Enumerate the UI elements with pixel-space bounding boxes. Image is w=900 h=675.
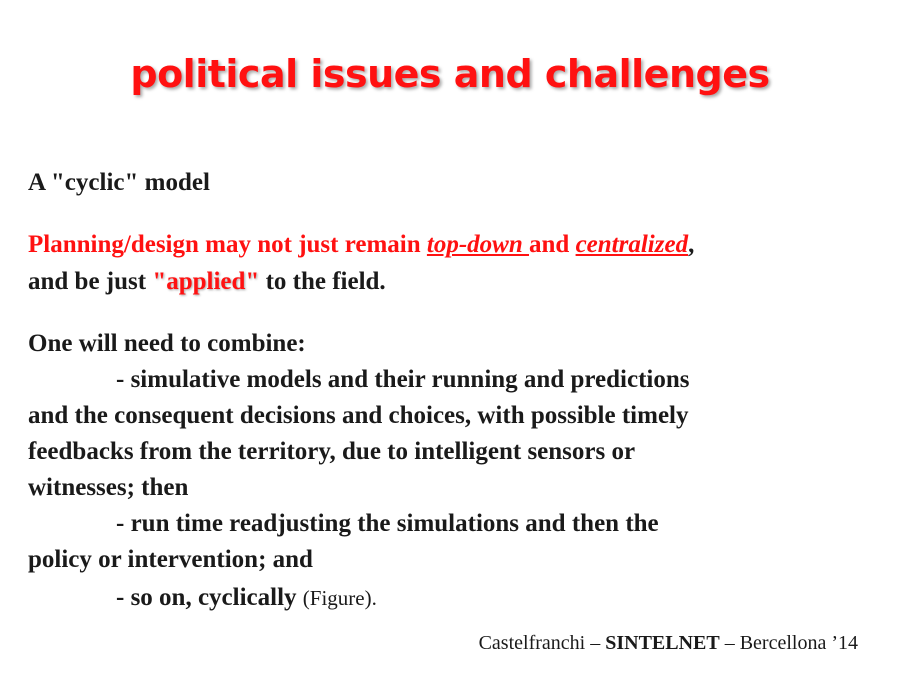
centralized-text: centralized <box>575 231 689 258</box>
comma-text: , <box>688 231 695 258</box>
applied-highlight: "applied" <box>152 268 260 295</box>
section-heading: A "cyclic" model <box>28 169 210 196</box>
applied-tail-text: to the field. <box>259 268 386 295</box>
item-1-line-4: witnesses; then <box>28 474 189 501</box>
item-1-line-1: - simulative models and their running and predictions <box>116 366 690 393</box>
top-down-text: top-down <box>426 231 530 258</box>
paragraph-2-intro: One will need to combine: <box>28 330 306 357</box>
slide-footer <box>479 632 858 655</box>
item-1-line-3: feedbacks from the territory, due to intelligent sensors or <box>28 438 636 465</box>
paragraph-1-line-1 <box>28 227 694 263</box>
item-3-line <box>28 580 377 616</box>
planning-text: Planning/design may not just remain <box>28 231 427 258</box>
footer-place: – Bercellona ’14 <box>719 632 858 654</box>
item-1-line-2: and the consequent decisions and choices, with possible timely <box>28 402 689 429</box>
item-3-text: - so on, cyclically <box>116 584 303 611</box>
slide-title: political issues and challenges <box>130 52 770 96</box>
footer-project: SINTELNET <box>605 632 720 654</box>
item-2-line-1: - run time readjusting the simulations and then the <box>116 510 659 537</box>
item-2-line-2: policy or intervention; and <box>28 546 313 573</box>
and-text: and <box>529 231 576 258</box>
figure-reference: (Figure). <box>302 586 377 610</box>
applied-lead-text: and be just <box>28 268 153 295</box>
paragraph-1-line-2 <box>28 264 386 300</box>
footer-author: Castelfranchi – <box>478 632 606 654</box>
